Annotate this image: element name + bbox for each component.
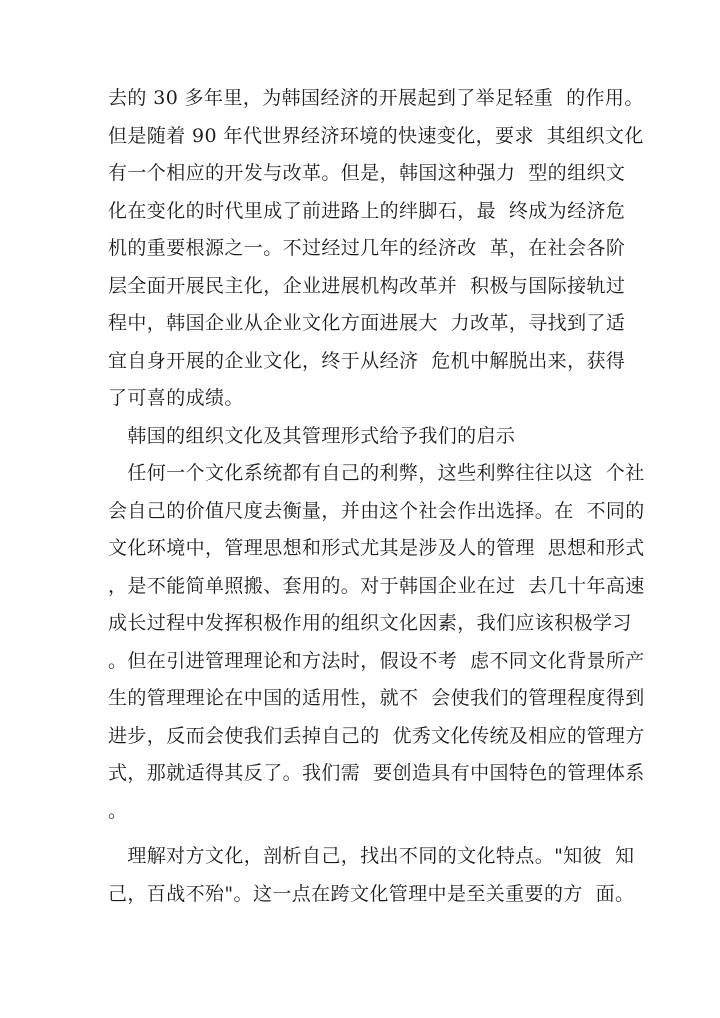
section-heading <box>108 418 628 456</box>
text-line: 任何一个文化系统都有自己的利弊，这些利弊往往以这 个社 <box>108 462 645 484</box>
paragraph-understand-culture <box>108 838 635 913</box>
text-line: 文化环境中，管理思想和形式尤其是涉及人的管理 思想和形式 <box>108 537 645 559</box>
text-line: 。但在引进管理理论和方法时，假设不考 虑不同文化背景所产 <box>108 649 645 672</box>
text-line: 宜自身开展的企业文化，终于从经济 危机中解脱出来，获得 <box>108 349 626 372</box>
text-line: 有一个相应的开发与改革。但是，韩国这种强力 型的组织文 <box>108 162 626 184</box>
text-line: 。 <box>108 799 128 822</box>
text-line: 己，百战不殆"。这一点在跨文化管理中是至关重要的方 面。 <box>108 882 635 905</box>
text-line: 会自己的价值尺度去衡量，并由这个社会作出选择。在 不同的 <box>108 499 645 522</box>
paragraph-culture-pros-cons <box>108 455 645 830</box>
text-line: 但是随着 90 年代世界经济环境的快速变化，要求 其组织文化 <box>108 124 644 147</box>
text-line: 理解对方文化，剖析自己，找出不同的文化特点。"知彼 知 <box>108 845 635 867</box>
text-line: 式，那就适得其反了。我们需 要创造具有中国特色的管理体系 <box>108 762 645 784</box>
text-line: 程中，韩国企业从企业文化方面进展大 力改革，寻找到了适 <box>108 312 626 334</box>
text-line: ，是不能简单照搬、套用的。对于韩国企业在过 去几十年高速 <box>108 574 645 597</box>
text-line: 生的管理理论在中国的适用性，就不 会使我们的管理程度得到 <box>108 687 645 709</box>
text-line: 化在变化的时代里成了前进路上的绊脚石，最 终成为经济危 <box>108 199 626 222</box>
text-line: 进步，反而会使我们丢掉自己的 优秀文化传统及相应的管理方 <box>108 724 645 747</box>
text-line: 层全面开展民主化，企业进展机构改革并 积极与国际接轨过 <box>108 274 626 297</box>
document-body <box>108 80 645 913</box>
text-line: 了可喜的成绩。 <box>108 387 244 409</box>
text-line: 去的 30 多年里，为韩国经济的开展起到了举足轻重 的作用。 <box>108 87 644 109</box>
text-line: 机的重要根源之一。不过经过几年的经济改 革，在社会各阶 <box>108 237 626 259</box>
heading-line: 韩国的组织文化及其管理形式给予我们的启示 <box>108 424 516 447</box>
text-line: 成长过程中发挥积极作用的组织文化因素，我们应该积极学习 <box>108 612 632 634</box>
paragraph-spacer <box>108 830 628 838</box>
paragraph-korea-culture-history <box>108 80 644 418</box>
